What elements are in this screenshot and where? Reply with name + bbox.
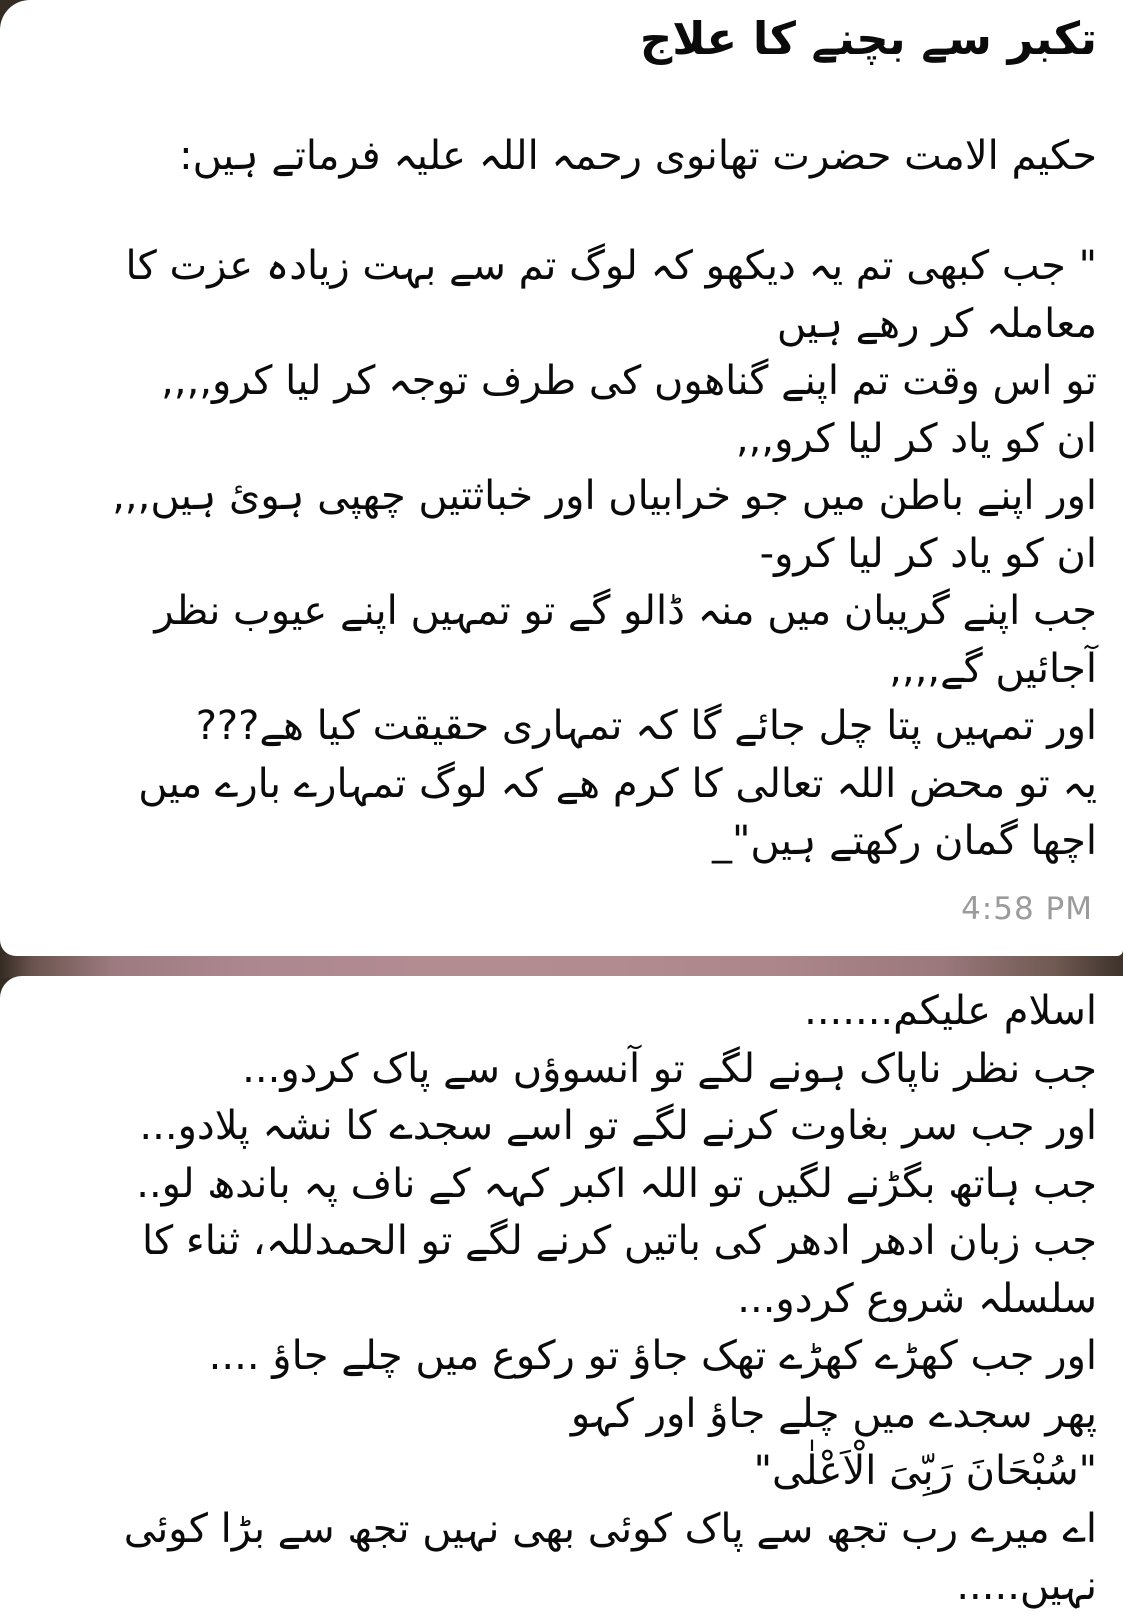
message1-title: تکبر سے بچنے کا علاج: [639, 12, 1097, 65]
message-line: "سُبْحَانَ رَبِّیَ الْاَعْلٰی": [753, 1448, 1097, 1494]
message-line: اور جب سر بغاوت کرنے لگے تو اسے سجدے کا نشہ پلادو...: [139, 1103, 1097, 1149]
screenshot-stitch-divider: [0, 954, 1123, 978]
message-line: اسلام علیکم.......: [804, 988, 1097, 1034]
message-line: اے میرے رب تجھ سے پاک کوئی بھی نہیں تجھ سے بڑا کوئی: [123, 1505, 1097, 1552]
message-line: جب زبان ادھر ادھر کی باتیں کرنے لگے تو الحمدللہ، ثناء کا: [141, 1218, 1097, 1264]
message1-intro: حکیم الامت حضرت تھانوی رحمہ اللہ علیہ فرماتے ہیں:: [179, 133, 1097, 179]
message2-content: [0, 976, 1123, 1616]
message-line: تو اس وقت تم اپنے گناھوں کی طرف توجہ کر لیا کرو,,,,: [161, 358, 1097, 404]
message1-timestamp: 4:58 PM: [961, 890, 1093, 927]
message-line: اچھا گمان رکھتے ہیں"_: [712, 818, 1097, 864]
message-line: ان کو یاد کر لیا کرو,,,: [735, 415, 1097, 462]
message-line: پھر سجدے میں چلے جاؤ اور کہو: [570, 1390, 1097, 1437]
message-line: اور اپنے باطن میں جو خرابیاں اور خباثتیں چھپی ہوئ ہیں,,,: [112, 473, 1097, 519]
message-line: سلسلہ شروع کردو...: [737, 1275, 1097, 1322]
message-line: آجائیں گے,,,,: [889, 645, 1097, 692]
message1-body: [26, 238, 1097, 871]
message-line: جب ہاتھ بگڑنے لگیں تو اللہ اکبر کہہ کے ناف پہ باندھ لو..: [136, 1160, 1097, 1207]
message-line: جب اپنے گریبان میں منہ ڈالو گے تو تمہیں اپنے عیوب نظر: [154, 588, 1097, 634]
message-line: اور تمہیں پتا چل جائے گا کہ تمہاری حقیقت کیا ھے???: [195, 703, 1097, 749]
message-line: ان کو یاد کر لیا کرو-: [759, 530, 1097, 577]
message-line: معاملہ کر رھے ہیں: [776, 300, 1097, 347]
message-line: اور جب کھڑے کھڑے تھک جاؤ تو رکوع میں چلے جاؤ ....: [208, 1333, 1097, 1379]
message-line: نہیں.....: [956, 1563, 1097, 1609]
message-line: جب نظر ناپاک ہونے لگے تو آنسوؤں سے پاک کردو...: [242, 1045, 1097, 1092]
message-bubble-bottom: [0, 976, 1123, 1621]
message-line: یہ تو محض اللہ تعالی کا کرم ھے کہ لوگ تمہارے بارے میں: [138, 760, 1097, 807]
message-line: " جب کبھی تم یہ دیکھو کہ لوگ تم سے بہت زیادہ عزت کا: [125, 243, 1097, 289]
